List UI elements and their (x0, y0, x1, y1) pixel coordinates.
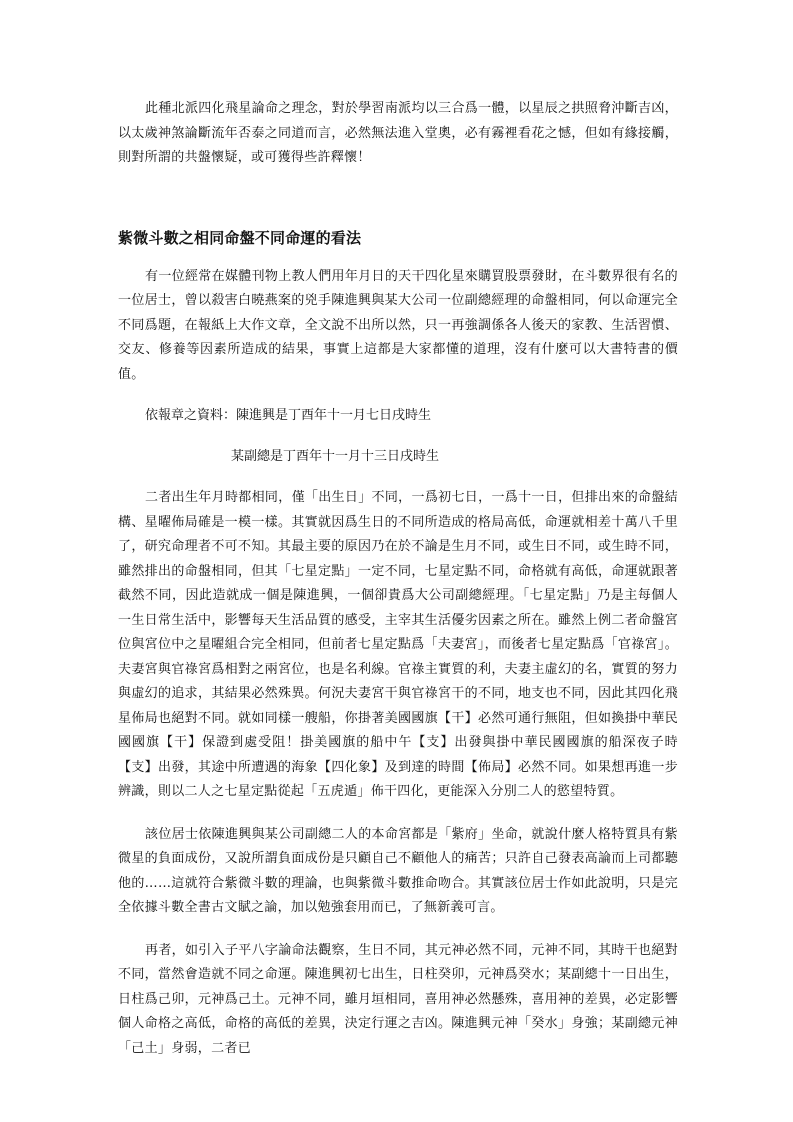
intro-paragraph: 此種北派四化飛星論命之理念，對於學習南派均以三合爲一體，以星辰之拱照脅沖斷吉凶，以太歲神煞論斷流年否泰之同道而言，必然無法進入堂奧，必有霧裡看花之憾，但如有緣接觸，則對所謂的共盤懷疑，或可獲得些許釋懷！ (118, 101, 678, 165)
spacer (118, 171, 678, 226)
spacer (118, 469, 678, 486)
body-paragraph-4: 再者，如引入子平八字論命法觀察，生日不同，其元神必然不同，元神不同，其時干也絕對不同，當然會造就不同之命運。陳進興初七出生，日柱癸卯，元神爲癸水；某副總十一日出生，日柱爲己卯，元神爲己土。元神不同，雖月垣相同，喜用神必然懸殊，喜用神的差異，必定影響個人命格之高低，命格的高低的差異，決定行運之吉凶。陳進興元神「癸水」身強；某副總元神「己土」身弱，二者已 (118, 942, 678, 1056)
spacer (118, 428, 678, 445)
spacer (118, 250, 678, 265)
spacer (118, 387, 678, 404)
body-paragraph-2: 二者出生年月時都相同，僅「出生日」不同，一爲初七日，一爲十一日，但排出來的命盤結構、星曜佈局確是一模一樣。其實就因爲生日的不同所造成的格局高低，命運就相差十萬八千里了，研究命理者不可不知。其最主要的原因乃在於不論是生月不同，或生日不同，或生時不同，雖然排出的命盤相同，但其「七星定點」一定不同，七星定點不同，命格就有高低，命運就跟著截然不同，因此造就成一個是陳進興，一個卻貴爲大公司副總經理。「七星定點」乃是主每個人一生日常生活中，影響每天生活品質的感受，主宰其生活優劣因素之所在。雖然上例二者命盤宮位與宮位中之星曜組合完全相同，但前者七星定點爲「夫妻宮」，而後者七星定點爲「官祿宮」。夫妻宮與官祿宮爲相對之兩宮位，也是名利線。官祿主實質的利，夫妻主虛幻的名，實質的努力與虛幻的追求，其結果必然殊異。何況夫妻宮干與官祿宮干的不同，地支也不同，因此其四化飛星佈局也絕對不同。就如同樣一艘船，你掛著美國國旗【干】必然可通行無阻，但如換掛中華民國國旗【干】保證到處受阻！掛美國旗的船中午【支】出發與掛中華民國國旗的船深夜子時【支】出發，其途中所遭遇的海象【四化象】及到達的時間【佈局】必然不同。如果想再進一步辨識，則以二人之七星定點從起「五虎遁」佈干四化，更能深入分別二人的慾望特質。 (118, 490, 678, 799)
report-data-line: 依報章之資料：陳進興是丁酉年十一月七日戌時生 (145, 408, 432, 423)
section-title: 紫微斗數之相同命盤不同命運的看法 (118, 228, 362, 247)
spacer (118, 921, 678, 939)
spacer (118, 805, 678, 823)
report-data-line-2: 某副總是丁酉年十一月十三日戌時生 (231, 449, 440, 464)
body-paragraph-1: 有一位經常在媒體刊物上教人們用年月日的天干四化星來購買股票發財，在斗數界很有名的一位居士，曾以殺害白曉燕案的兇手陳進興與某大公司一位副總經理的命盤相同，何以命運完全不同爲題，在報紙上大作文章，全文說不出所以然，只一再強調係各人後天的家教、生活習慣、交友、修養等因素所造成的結果，事實上這都是大家都懂的道理，沒有什麼可以大書特書的價值。 (118, 268, 678, 382)
body-paragraph-3: 該位居士依陳進興與某公司副總二人的本命宮都是「紫府」坐命，就說什麼人格特質具有紫微星的負面成份，又說所謂負面成份是只顧自己不顧他人的痛苦；只許自己發表高論而上司都聽他的……這就符合紫微斗數的理論，也與紫微斗數推命吻合。其實該位居士作如此說明，只是完全依據斗數全書古文賦之論，加以勉強套用而已，了無新義可言。 (118, 826, 678, 915)
document-page (118, 97, 678, 1061)
